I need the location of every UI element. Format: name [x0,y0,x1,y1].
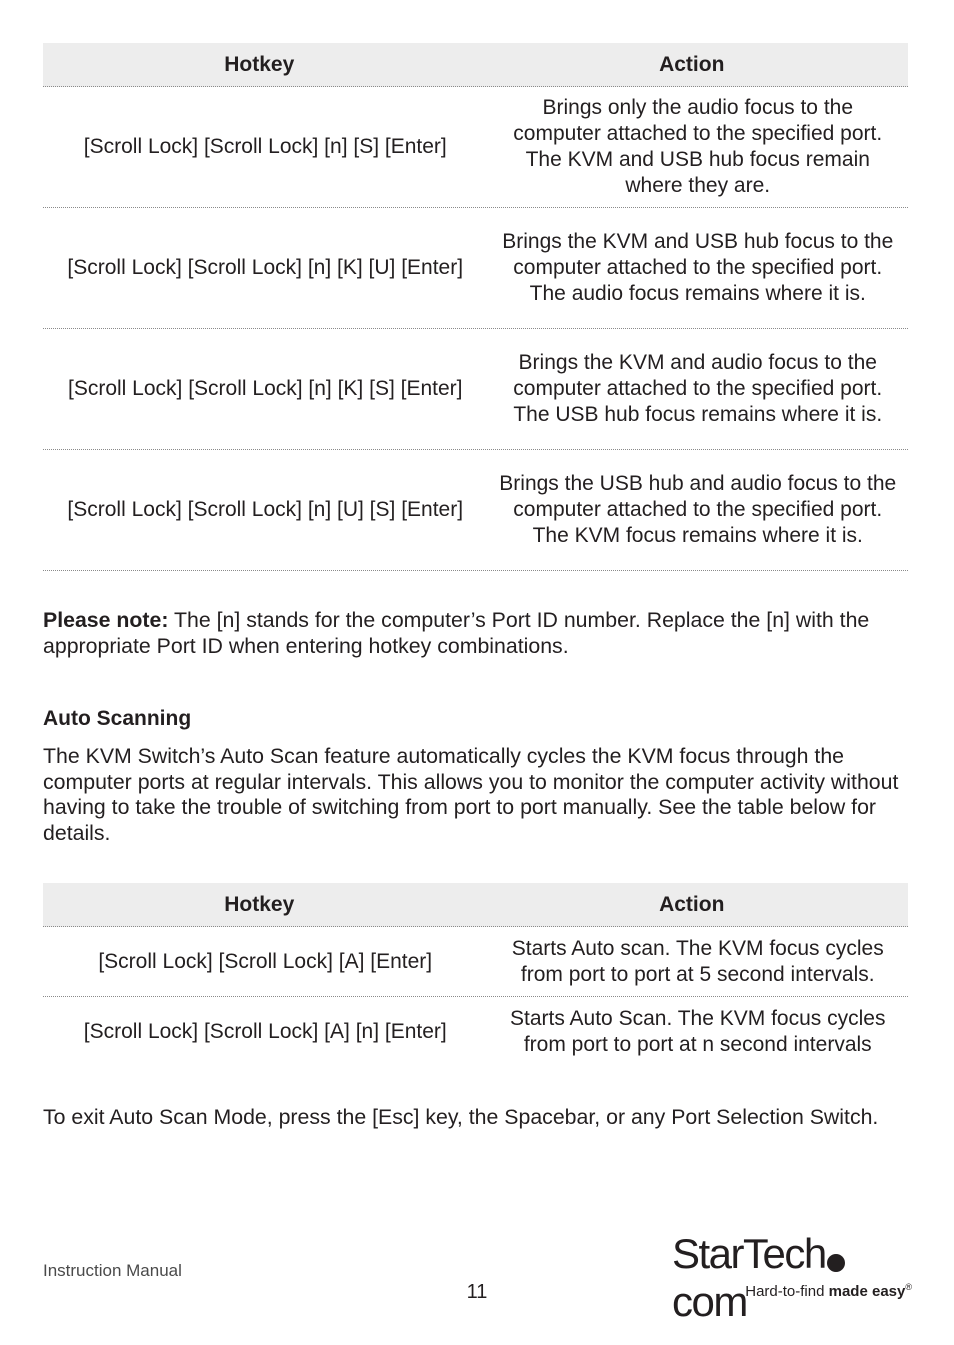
table-row [43,927,908,997]
action-cell: Starts Auto Scan. The KVM focus cycles from port to port at n second intervals [510,1006,886,1056]
header-action: Action [659,52,725,76]
table-header [43,883,908,927]
hotkey-cell: [Scroll Lock] [Scroll Lock] [n] [U] [S] [Enter] [67,498,464,522]
footer-label: Instruction Manual [43,1261,182,1280]
hotkey-table-autoscan [43,883,908,1066]
hotkey-cell: [Scroll Lock] [Scroll Lock] [A] [n] [Enter] [83,1019,447,1043]
hotkey-cell: [Scroll Lock] [Scroll Lock] [n] [K] [S] [Enter] [68,377,463,401]
tagline-bold: made easy [828,1283,906,1300]
note-text: The [n] stands for the computer’s Port ID number. Replace the [n] with the appropriate Port ID when entering hotkey combinations. [43,608,870,658]
table-row [43,329,908,450]
please-note [43,608,913,659]
action-cell: Brings the USB hub and audio focus to the computer attached to the specified port. The KVM focus remains where it is. [499,472,897,547]
auto-scan-body: The KVM Switch’s Auto Scan feature automatically cycles the KVM focus through the computer ports at regular intervals. This allows you to monitor the computer activity without having to take the trouble of switching from port to port manually. See the table below for details. [43,744,899,845]
note-label: Please note: [43,608,169,632]
startech-logo [672,1230,912,1325]
section-heading: Auto Scanning [43,707,192,730]
hotkey-cell: [Scroll Lock] [Scroll Lock] [n] [K] [U] [Enter] [67,256,464,280]
action-cell: Starts Auto scan. The KVM focus cycles from port to port at 5 second intervals. [511,936,884,986]
tagline-light: Hard-to-find [745,1283,829,1300]
table-row [43,450,908,571]
table-row [43,87,908,208]
header-action: Action [659,892,725,916]
logo-dot-icon [827,1254,845,1272]
header-hotkey: Hotkey [224,892,295,916]
table-row [43,208,908,329]
action-cell: Brings the KVM and audio focus to the computer attached to the specified port. The USB hub focus remains where it is. [513,351,883,426]
hotkey-cell: [Scroll Lock] [Scroll Lock] [n] [S] [Enter] [83,135,447,159]
hotkey-table-focus [43,43,908,571]
logo-tagline [745,1282,912,1300]
registered-mark: ® [905,1282,912,1292]
action-cell: Brings only the audio focus to the computer attached to the specified port. The KVM and USB hub focus remain where they are. [513,96,883,197]
hotkey-cell: [Scroll Lock] [Scroll Lock] [A] [Enter] [98,949,433,973]
exit-instructions: To exit Auto Scan Mode, press the [Esc] key, the Spacebar, or any Port Selection Switch. [43,1105,879,1129]
header-hotkey: Hotkey [224,52,295,76]
logo-end: com [672,1278,747,1325]
page-number: 11 [466,1281,488,1303]
table-row [43,997,908,1066]
logo-start: StarTech [672,1230,826,1277]
logo-wordmark [672,1230,912,1326]
table-header [43,43,908,87]
action-cell: Brings the KVM and USB hub focus to the computer attached to the specified port. The audio focus remains where it is. [502,230,894,305]
